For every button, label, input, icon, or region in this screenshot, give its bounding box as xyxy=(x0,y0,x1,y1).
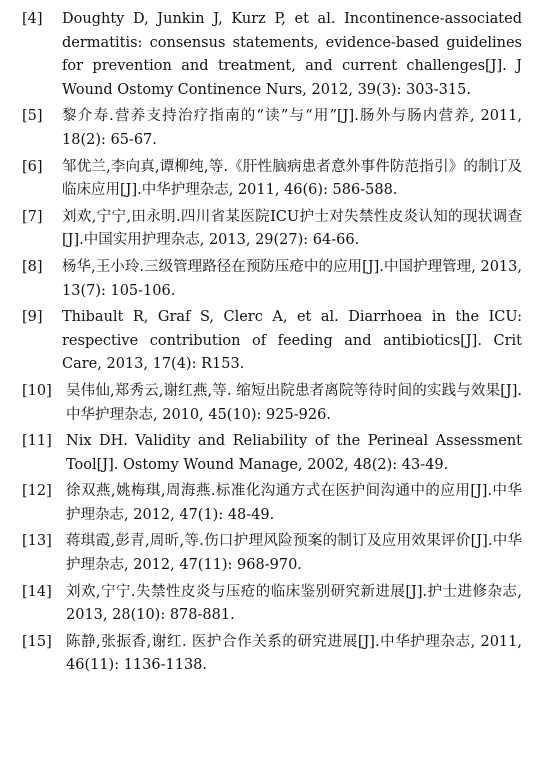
reference-number: [13] xyxy=(22,533,52,550)
reference-number: [4] xyxy=(22,11,43,27)
reference-number: [5] xyxy=(22,108,43,125)
reference-text: 徐双燕,姚梅琪,周海燕.标准化沟通方式在医护间沟通中的应用[J].中华护理杂志, 2012, 47(1): 48-49. xyxy=(66,483,522,523)
reference-text: Doughty D, Junkin J, Kurz P, et al. Incontinence-associated dermatitis: consensus statements, evidence-based guidelines for prevention and treatment, and current challenges[J]. J Wound Ostomy Continence Nurs, 2012, 39(3): 303-315. xyxy=(62,11,522,98)
reference-text: 刘欢,宁宁.失禁性皮炎与压疮的临床鉴别研究新进展[J].护士进修杂志, 2013, 28(10): 878-881. xyxy=(66,583,522,624)
reference-entry xyxy=(22,430,522,477)
reference-text: 陈静,张振香,谢红. 医护合作关系的研究进展[J].中华护理杂志, 2011, 46(11): 1136-1138. xyxy=(66,633,522,674)
reference-entry xyxy=(22,8,522,102)
reference-number: [7] xyxy=(22,208,43,225)
reference-entry xyxy=(22,380,522,427)
reference-text: 蒋琪霞,彭青,周昕,等.伤口护理风险预案的制订及应用效果评价[J].中华护理杂志, 2012, 47(11): 968-970. xyxy=(66,533,522,574)
reference-entry xyxy=(22,156,522,203)
reference-entry xyxy=(22,256,522,303)
reference-list xyxy=(22,8,522,681)
reference-text: Nix DH. Validity and Reliability of the Perineal Assessment Tool[J]. Ostomy Wound Manage, 2002, 48(2): 43-49. xyxy=(66,433,522,473)
reference-entry xyxy=(22,206,522,253)
reference-entry xyxy=(22,480,522,527)
reference-text: 吴伟仙,郑秀云,谢红燕,等. 缩短出院患者离院等待时间的实践与效果[J].中华护理杂志, 2010, 45(10): 925-926. xyxy=(66,382,522,423)
reference-number: [9] xyxy=(22,309,43,326)
reference-text: 邹优兰,李向真,谭柳纯,等.《肝性脑病患者意外事件防范指引》的制订及临床应用[J].中华护理杂志, 2011, 46(6): 586-588. xyxy=(62,158,522,199)
reference-number: [15] xyxy=(22,633,52,650)
reference-text: Thibault R, Graf S, Clerc A, et al. Diarrhoea in the ICU: respective contribution of feeding and antibiotics[J]. Crit Care, 2013, 17(4): R153. xyxy=(62,309,522,373)
reference-number: [11] xyxy=(22,433,52,450)
reference-entry xyxy=(22,530,522,577)
reference-entry xyxy=(22,581,522,628)
reference-entry xyxy=(22,105,522,152)
reference-number: [6] xyxy=(22,158,43,175)
reference-number: [8] xyxy=(22,258,43,275)
reference-text: 黎介寿.营养支持治疗指南的“读”与“用”[J].肠外与肠内营养, 2011, 18(2): 65-67. xyxy=(62,108,522,148)
reference-number: [14] xyxy=(22,583,52,600)
reference-number: [10] xyxy=(22,382,52,399)
reference-entry xyxy=(22,306,522,377)
reference-text: 刘欢,宁宁,田永明.四川省某医院ICU护士对失禁性皮炎认知的现状调查[J].中国实用护理杂志, 2013, 29(27): 64-66. xyxy=(62,208,522,249)
reference-number: [12] xyxy=(22,483,52,500)
reference-text: 杨华,王小玲.三级管理路径在预防压疮中的应用[J].中国护理管理, 2013, 13(7): 105-106. xyxy=(62,258,522,299)
reference-entry xyxy=(22,631,522,678)
